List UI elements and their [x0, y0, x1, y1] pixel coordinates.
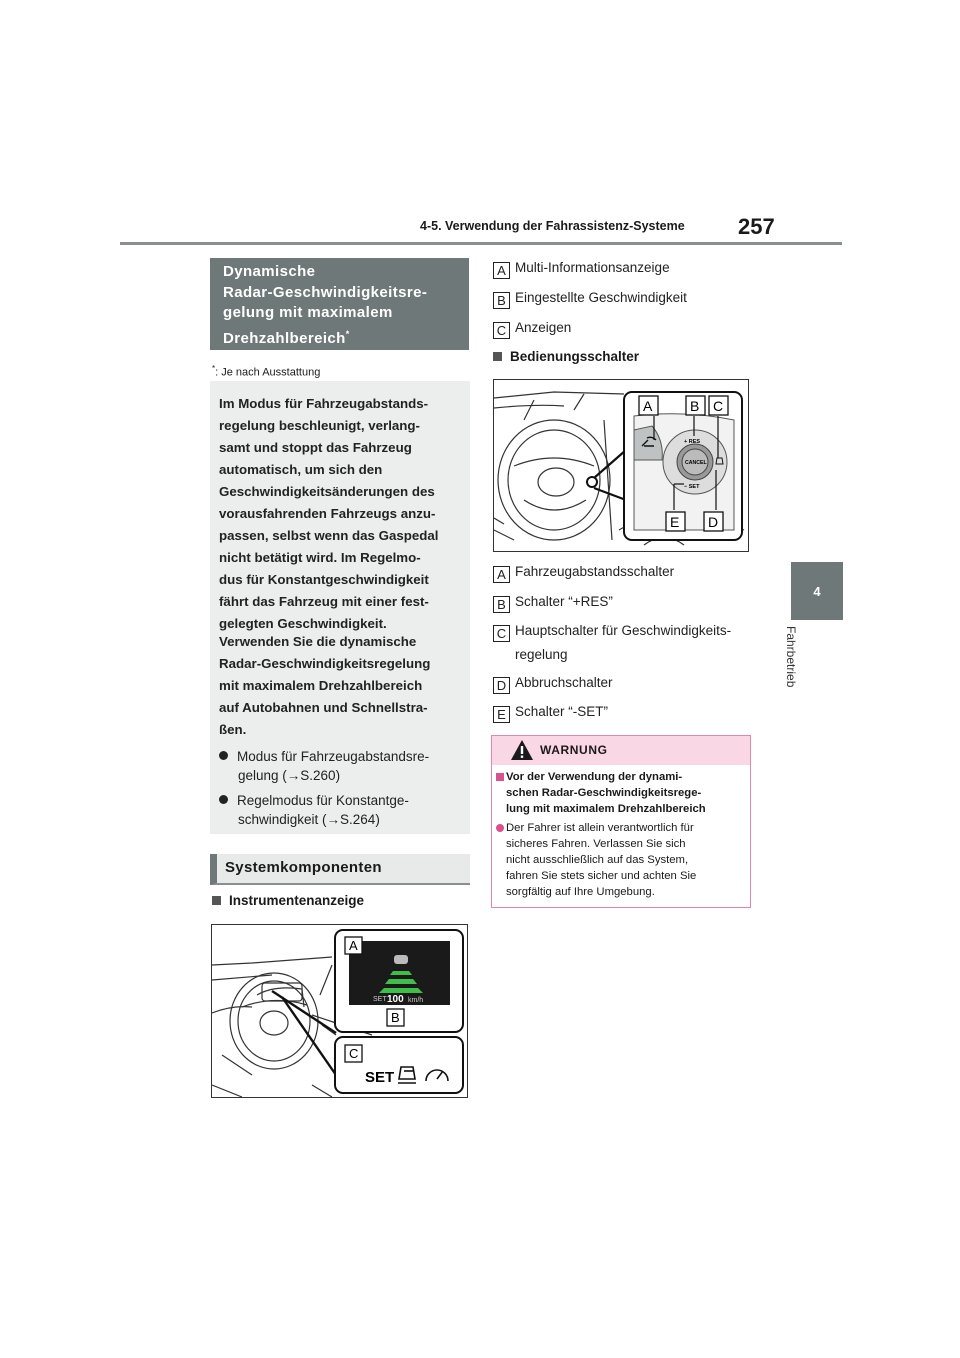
- fig-tag: A: [643, 398, 653, 414]
- legend-tag: A: [493, 566, 510, 583]
- square-marker: [493, 352, 502, 361]
- fig-tag: A: [349, 938, 358, 953]
- chapter-label-text: Fahrbetrieb: [784, 626, 798, 688]
- controls-figure: [493, 379, 749, 552]
- section-header: 4-5. Verwendung der Fahrassistenz-Systeme: [420, 219, 685, 233]
- legend-item: B Schalter “+RES”: [493, 592, 613, 613]
- legend-tag: E: [493, 706, 510, 723]
- warning-box: [491, 735, 751, 908]
- bullet-item: Modus für Fahrzeugabstandsre- gelung (→S.260): [219, 747, 429, 785]
- section-heading: Systemkomponenten: [210, 854, 470, 885]
- legend-item: C Hauptschalter für Geschwindigkeits- regelung: [493, 621, 731, 664]
- legend-item: E Schalter “-SET”: [493, 702, 608, 723]
- fig-tag: B: [391, 1010, 400, 1025]
- display-set: SET: [373, 996, 387, 1003]
- set-indicator: SET: [365, 1069, 395, 1086]
- warning-triangle-icon: [510, 739, 534, 761]
- subheading-instrument: Instrumentenanzeige: [212, 893, 364, 908]
- bullet-item: Regelmodus für Konstantge- schwindigkeit (→S.264): [219, 791, 409, 829]
- legend-item: B Eingestellte Geschwindigkeit: [493, 288, 687, 309]
- warning-square-marker: [496, 773, 504, 781]
- header-rule: [120, 242, 842, 245]
- title-line: Dynamische: [223, 263, 316, 280]
- bullet-dot: [219, 751, 228, 760]
- legend-item: A Fahrzeugabstandsschalter: [493, 562, 674, 583]
- legend-item: D Abbruchschalter: [493, 673, 613, 694]
- intro-paragraph-2: Verwenden Sie die dynamische Radar-Geschwindigkeitsregelung mit maximalem Drehzahlbereich auf Autobahnen und Schnellstra- ßen.: [219, 634, 431, 737]
- controls-illustration: [494, 380, 748, 551]
- subheading-controls: Bedienungsschalter: [493, 349, 639, 364]
- legend-item: A Multi-Informationsanzeige: [493, 258, 670, 279]
- set-label: − SET: [684, 484, 700, 490]
- fig-tag: D: [708, 514, 719, 530]
- bullet-dot: [219, 795, 228, 804]
- legend-tag: C: [493, 625, 510, 642]
- chapter-tab[interactable]: 4: [791, 562, 843, 620]
- warning-body: Der Fahrer ist allein verantwortlich für sicheres Fahren. Verlassen Sie sich nicht ausschließlich auf das System, fahren Sie stets sicher und achten Sie sorgfältig auf Ihre Umgebung.: [506, 822, 697, 898]
- warning-heading: Vor der Verwendung der dynami- schen Radar-Geschwindigkeitsrege- lung mit maximalem Drehzahlbereich: [506, 771, 706, 815]
- fig-tag: C: [349, 1046, 359, 1061]
- res-label: + RES: [684, 439, 701, 445]
- title-line: gelung mit maximalem: [223, 304, 393, 321]
- legend-tag: C: [493, 322, 510, 339]
- warning-bullet-dot: [496, 824, 504, 832]
- display-speed: 100: [387, 994, 404, 1005]
- warning-title: WARNUNG: [540, 743, 608, 757]
- page-link[interactable]: gelung (→S.260): [238, 768, 341, 783]
- intro-paragraph-1: Im Modus für Fahrzeugabstands- regelung beschleunigt, verlang- samt und stoppt das Fahrzeug automatisch, um sich den Geschwindigkeitsänderungen des vorausfahrenden Fahrzeugs anzu- passen, selbst wenn das Gaspedal nicht betätigt wird. Im Regelmo- dus für Konstantgeschwindigkeit fährt das Fahrzeug mit einer fest- gelegten Geschwindigkeit.: [219, 396, 439, 631]
- page-number: 257: [738, 214, 775, 239]
- page-link[interactable]: schwindigkeit (→S.264): [238, 812, 380, 827]
- legend-tag: B: [493, 292, 510, 309]
- title-asterisk: *: [345, 328, 350, 339]
- instrument-illustration: [212, 925, 467, 1097]
- legend-tag: B: [493, 596, 510, 613]
- fig-tag: B: [690, 398, 700, 414]
- title-line: Radar-Geschwindigkeitsre-: [223, 283, 428, 301]
- chapter-label: [780, 626, 804, 716]
- cancel-label: CANCEL: [685, 460, 707, 466]
- display-unit: km/h: [408, 997, 424, 1004]
- legend-tag: D: [493, 677, 510, 694]
- footnote: *: Je nach Ausstattung: [212, 364, 321, 379]
- legend-item: C Anzeigen: [493, 318, 571, 339]
- title-line: Drehzahlbereich*: [223, 328, 350, 347]
- section-title-box: [210, 258, 469, 350]
- square-marker: [212, 896, 221, 905]
- warning-header: [492, 736, 750, 765]
- intro-box: [210, 381, 470, 834]
- fig-tag: C: [713, 398, 724, 414]
- legend-tag: A: [493, 262, 510, 279]
- instrument-figure: [211, 924, 468, 1098]
- fig-tag: E: [670, 514, 680, 530]
